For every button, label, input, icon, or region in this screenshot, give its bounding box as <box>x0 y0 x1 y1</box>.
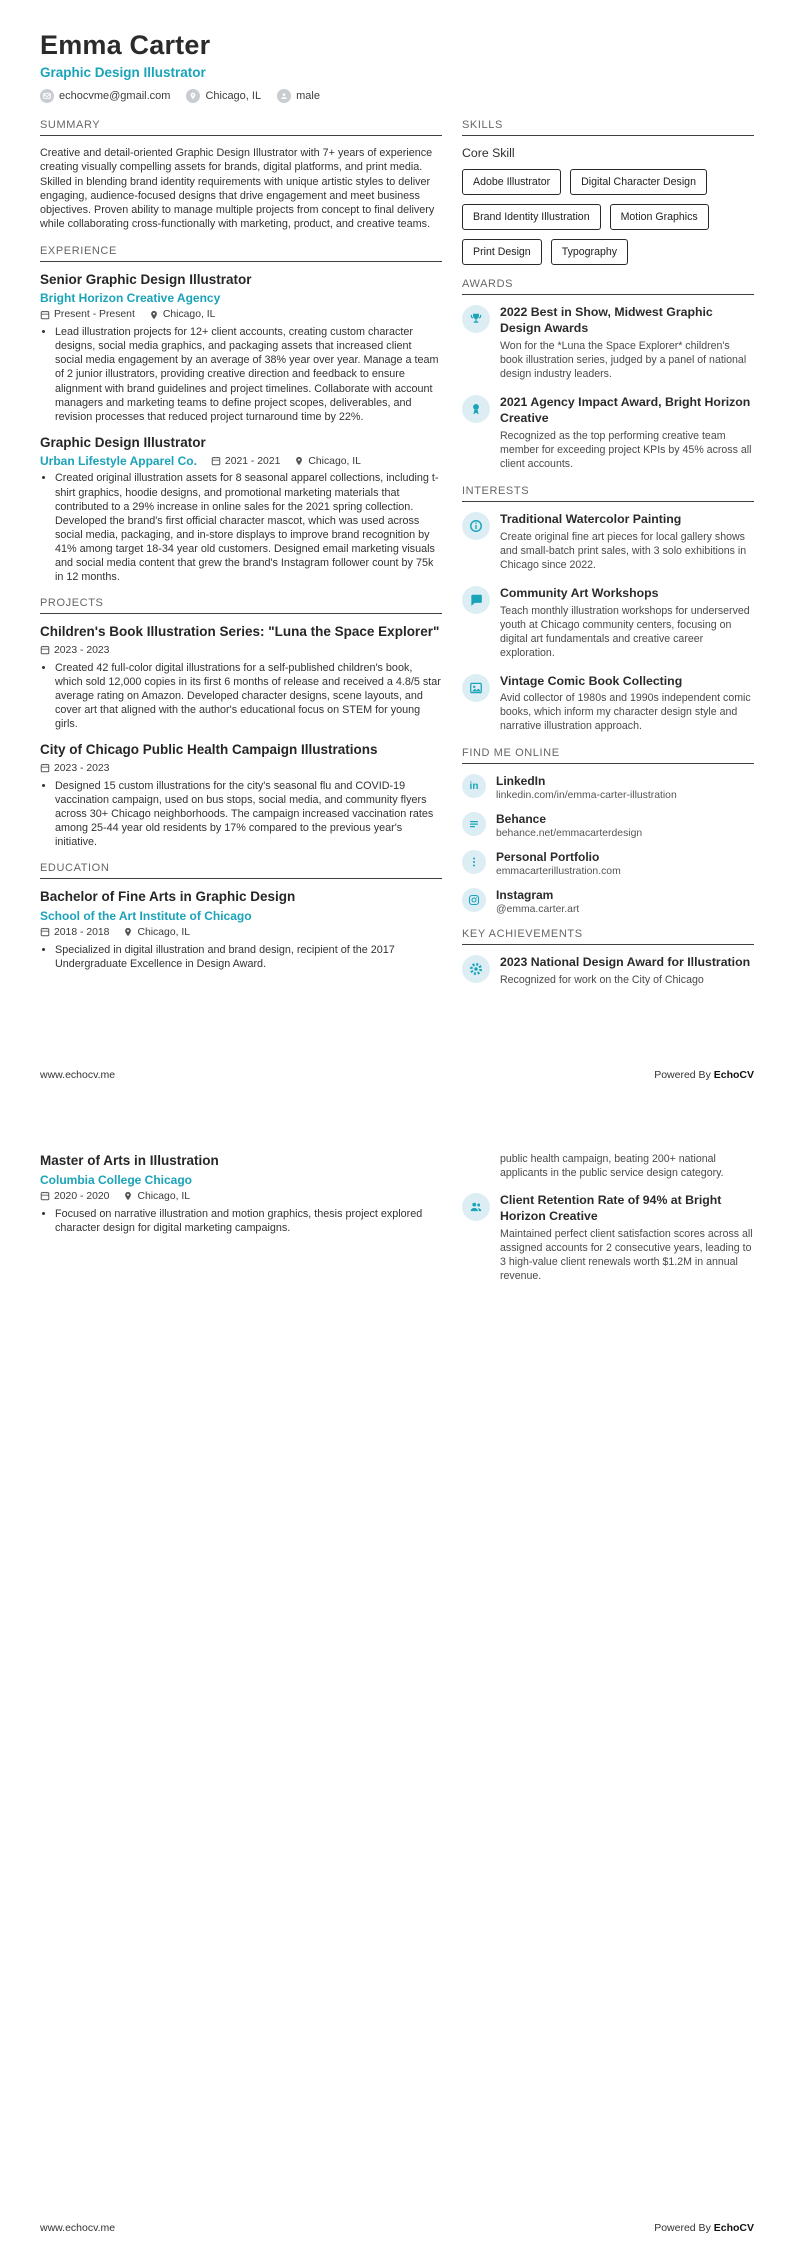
calendar-icon <box>40 1191 50 1201</box>
date-range: 2023 - 2023 <box>54 762 110 774</box>
skill-chip: Brand Identity Illustration <box>462 204 601 230</box>
project-title: City of Chicago Public Health Campaign Illustrations <box>40 741 378 757</box>
interest-item <box>462 674 754 735</box>
achievement-description: Recognized for work on the City of Chicago <box>500 974 704 987</box>
degree-name: Master of Arts in Illustration <box>40 1153 219 1168</box>
chat-icon <box>462 586 490 614</box>
calendar-icon <box>40 763 50 773</box>
powered-by-prefix: Powered By <box>654 2222 714 2234</box>
date-range: Present - Present <box>54 309 135 321</box>
page-footer <box>40 1069 754 1081</box>
skill-chip: Digital Character Design <box>570 169 707 195</box>
job-meta <box>40 309 442 320</box>
contact-location-text: Chicago, IL <box>205 90 262 102</box>
job-location: Chicago, IL <box>162 309 216 321</box>
project-item <box>40 624 442 731</box>
company-name: Urban Lifestyle Apparel Co. <box>40 454 197 469</box>
location-icon <box>123 1191 133 1201</box>
experience-heading: EXPERIENCE <box>40 245 442 262</box>
info-icon <box>462 512 490 540</box>
projects-heading: PROJECTS <box>40 597 442 614</box>
left-column <box>40 1153 442 1297</box>
skills-section <box>462 119 754 265</box>
achievement-title: 2023 National Design Award for Illustration <box>500 955 751 970</box>
interest-item <box>462 512 754 573</box>
dots-icon <box>462 850 486 874</box>
profile-url[interactable]: linkedin.com/in/emma-carter-illustration <box>496 790 677 802</box>
left-column <box>40 119 442 1001</box>
calendar-icon <box>40 310 50 320</box>
footer-site-link[interactable]: www.echocv.me <box>40 1069 116 1081</box>
find-me-online-heading: FIND ME ONLINE <box>462 747 754 764</box>
award-title: 2022 Best in Show, Midwest Graphic Design Awards <box>500 305 713 335</box>
calendar-icon <box>211 456 221 466</box>
bullet-point: • Designed 15 custom illustrations for the city's seasonal flu and COVID-19 vaccination campaign, used on bus stops, social media, and community flyers across 30+ Chicago neighborhoods. The campaign increased vaccination rates among 25-44 year old residents by 17% compared to the previous year's initiative. <box>55 779 442 849</box>
skill-chip: Motion Graphics <box>610 204 709 230</box>
online-profile <box>462 888 754 915</box>
interest-title: Vintage Comic Book Collecting <box>500 673 683 688</box>
profile-label: LinkedIn <box>496 774 546 789</box>
contact-row <box>40 89 754 103</box>
interests-heading: INTERESTS <box>462 485 754 502</box>
contact-email[interactable] <box>40 89 170 103</box>
school-location: Chicago, IL <box>137 1190 191 1202</box>
award-item <box>462 395 754 472</box>
location-icon <box>123 927 133 937</box>
project-title: Children's Book Illustration Series: "Luna the Space Explorer" <box>40 623 440 639</box>
job-role: Senior Graphic Design Illustrator <box>40 271 252 287</box>
date-range: 2021 - 2021 <box>224 455 281 467</box>
education-item <box>40 1153 442 1235</box>
summary-section <box>40 119 442 232</box>
interests-section <box>462 485 754 735</box>
powered-by-prefix: Powered By <box>654 1069 714 1081</box>
profile-url[interactable]: behance.net/emmacarterdesign <box>496 828 643 840</box>
footer-site-link[interactable]: www.echocv.me <box>40 2222 116 2234</box>
skills-heading: SKILLS <box>462 119 754 136</box>
gear-icon <box>462 955 490 983</box>
people-icon <box>462 1193 490 1221</box>
trophy-icon <box>462 305 490 333</box>
contact-gender-text: male <box>296 90 320 102</box>
contact-location <box>186 89 261 103</box>
bullet-point: • Specialized in digital illustration and brand design, recipient of the 2017 Undergraduate Excellence in Design Award. <box>55 943 442 971</box>
linkedin-icon: in <box>462 774 486 798</box>
instagram-icon <box>462 888 486 912</box>
medal-icon <box>462 395 490 423</box>
skill-chip: Print Design <box>462 239 542 265</box>
education-heading: EDUCATION <box>40 862 442 879</box>
right-column <box>462 119 754 1001</box>
contact-email-text: echocvme@gmail.com <box>59 90 171 102</box>
key-achievements-section <box>462 928 754 988</box>
person-name: Emma Carter <box>40 30 211 60</box>
email-icon <box>40 89 54 103</box>
location-icon <box>294 456 304 466</box>
date-range: 2023 - 2023 <box>54 644 110 656</box>
school-name: Columbia College Chicago <box>40 1172 193 1187</box>
bullet-point: • Lead illustration projects for 12+ client accounts, creating custom character designs, social media graphics, and packaging assets that increased client social media engagement by an average of 38% year over year. Manage a team of 2 junior illustrators, providing creative direction and feedback to ensure alignment with brand guidelines and project timelines. Collaborate with account managers and marketing teams to define project scopes, deliverables, and revision processes that reduced project turnaround time by 22%. <box>55 325 442 423</box>
achievement-description: Maintained perfect client satisfaction scores across all assigned accounts for 2 consecutive years, leading to 3 high-value client renewals worth $1.2M in annual revenue. <box>500 1227 753 1282</box>
brand-name: EchoCV <box>713 2222 754 2234</box>
bullet-point: • Focused on narrative illustration and motion graphics, thesis project explored character design for digital marketing campaigns. <box>55 1207 442 1235</box>
skill-chip: Adobe Illustrator <box>462 169 561 195</box>
skill-chip: Typography <box>551 239 628 265</box>
experience-item <box>40 272 442 424</box>
education-item <box>40 889 442 971</box>
person-icon <box>277 89 291 103</box>
image-icon <box>462 674 490 702</box>
location-icon <box>149 310 159 320</box>
job-location: Chicago, IL <box>308 455 361 467</box>
interest-item <box>462 586 754 661</box>
school-location: Chicago, IL <box>137 926 191 938</box>
bullet-point: • Created 42 full-color digital illustrations for a self-published children's book, which sold 12,000 copies in its first 6 months of release and received a 4.8/5 star average rating on Amazon. Developed character designs, scene layouts, and cover art that aligned with the author's educational focus on STEM for young girls. <box>55 661 442 731</box>
profile-url[interactable]: @emma.carter.art <box>496 904 580 916</box>
date-range: 2018 - 2018 <box>54 926 110 938</box>
find-me-online-section <box>462 747 754 915</box>
achievement-description-continued: public health campaign, beating 200+ national applicants in the public service design category. <box>500 1153 724 1179</box>
projects-section <box>40 597 442 849</box>
education-section <box>40 862 442 971</box>
summary-text: Creative and detail-oriented Graphic Design Illustrator with 7+ years of experience creating visually compelling assets for brands, digital platforms, and print media. Skilled in blending brand identity requirements with unique artistic styles to deliver engaging, audience-focused designs that drive engagement and meet business objectives. Proven ability to manage multiple projects from concept to final delivery while collaborating cross-functionally with marketing, product, and creative teams. <box>40 147 435 231</box>
award-item <box>462 305 754 382</box>
key-achievements-heading: KEY ACHIEVEMENTS <box>462 928 754 945</box>
job-role: Graphic Design Illustrator <box>40 434 206 450</box>
online-profile <box>462 812 754 839</box>
award-description: Won for the *Luna the Space Explorer* children's book illustration series, judged by a panel of national design industry leaders. <box>500 339 747 380</box>
person-job-title: Graphic Design Illustrator <box>40 65 206 80</box>
interest-description: Teach monthly illustration workshops for underserved youth at Chicago community centers, focusing on digital art fundamentals and creative career exploration. <box>500 604 750 659</box>
experience-item <box>40 435 442 584</box>
location-icon <box>186 89 200 103</box>
interest-description: Avid collector of 1980s and 1990s independent comic books, which inform my character design style and narrative illustration approach. <box>500 692 751 733</box>
contact-gender <box>277 89 320 103</box>
calendar-icon <box>40 645 50 655</box>
awards-section <box>462 278 754 472</box>
achievement-title: Client Retention Rate of 94% at Bright Horizon Creative <box>500 1192 722 1223</box>
interest-description: Create original fine art pieces for local gallery shows and small-batch print sales, with 3 solo exhibitions in Chicago since 2022. <box>500 530 747 571</box>
brand-name: EchoCV <box>713 1069 754 1081</box>
skill-chips <box>462 169 754 265</box>
behance-icon <box>462 812 486 836</box>
resume-header <box>40 30 754 103</box>
award-description: Recognized as the top performing creative team member for exceeding project KPIs by 45% across all client accounts. <box>500 429 752 470</box>
calendar-icon <box>40 927 50 937</box>
powered-by <box>654 1069 754 1081</box>
achievement-item <box>462 955 754 988</box>
company-name: Bright Horizon Creative Agency <box>40 291 221 306</box>
powered-by <box>654 2222 754 2234</box>
profile-label: Instagram <box>496 888 554 903</box>
school-name: School of the Art Institute of Chicago <box>40 908 252 923</box>
award-title: 2021 Agency Impact Award, Bright Horizon Creative <box>500 394 751 425</box>
summary-heading: SUMMARY <box>40 119 442 136</box>
experience-section <box>40 245 442 584</box>
right-column <box>462 1153 754 1297</box>
profile-url[interactable]: emmacarterillustration.com <box>496 866 621 878</box>
profile-label: Behance <box>496 812 547 827</box>
online-profile <box>462 850 754 877</box>
achievement-item <box>462 1193 754 1284</box>
bullet-point: • Created original illustration assets for 8 seasonal apparel collections, including t-shirt graphics, hoodie designs, and promotional marketing materials that contributed to a 29% increase in online sales for the 2021 spring collection. Developed the brand's first official character mascot, which was used across social media, packaging, and in-store displays to improve brand recognition by 41% among target 18-34 year old customers. Designed email marketing visuals and social media content that grew the brand's Instagram follower count by 75k in 12 months. <box>55 471 442 583</box>
date-range: 2020 - 2020 <box>54 1190 110 1202</box>
profile-label: Personal Portfolio <box>496 850 600 865</box>
interest-title: Community Art Workshops <box>500 585 659 600</box>
interest-title: Traditional Watercolor Painting <box>500 511 682 526</box>
online-profile <box>462 774 754 801</box>
resume-page-2 <box>0 1123 794 2246</box>
degree-name: Bachelor of Fine Arts in Graphic Design <box>40 888 296 904</box>
project-item <box>40 742 442 849</box>
page-footer <box>40 2222 754 2234</box>
awards-heading: AWARDS <box>462 278 754 295</box>
skill-group-label: Core Skill <box>462 146 515 160</box>
